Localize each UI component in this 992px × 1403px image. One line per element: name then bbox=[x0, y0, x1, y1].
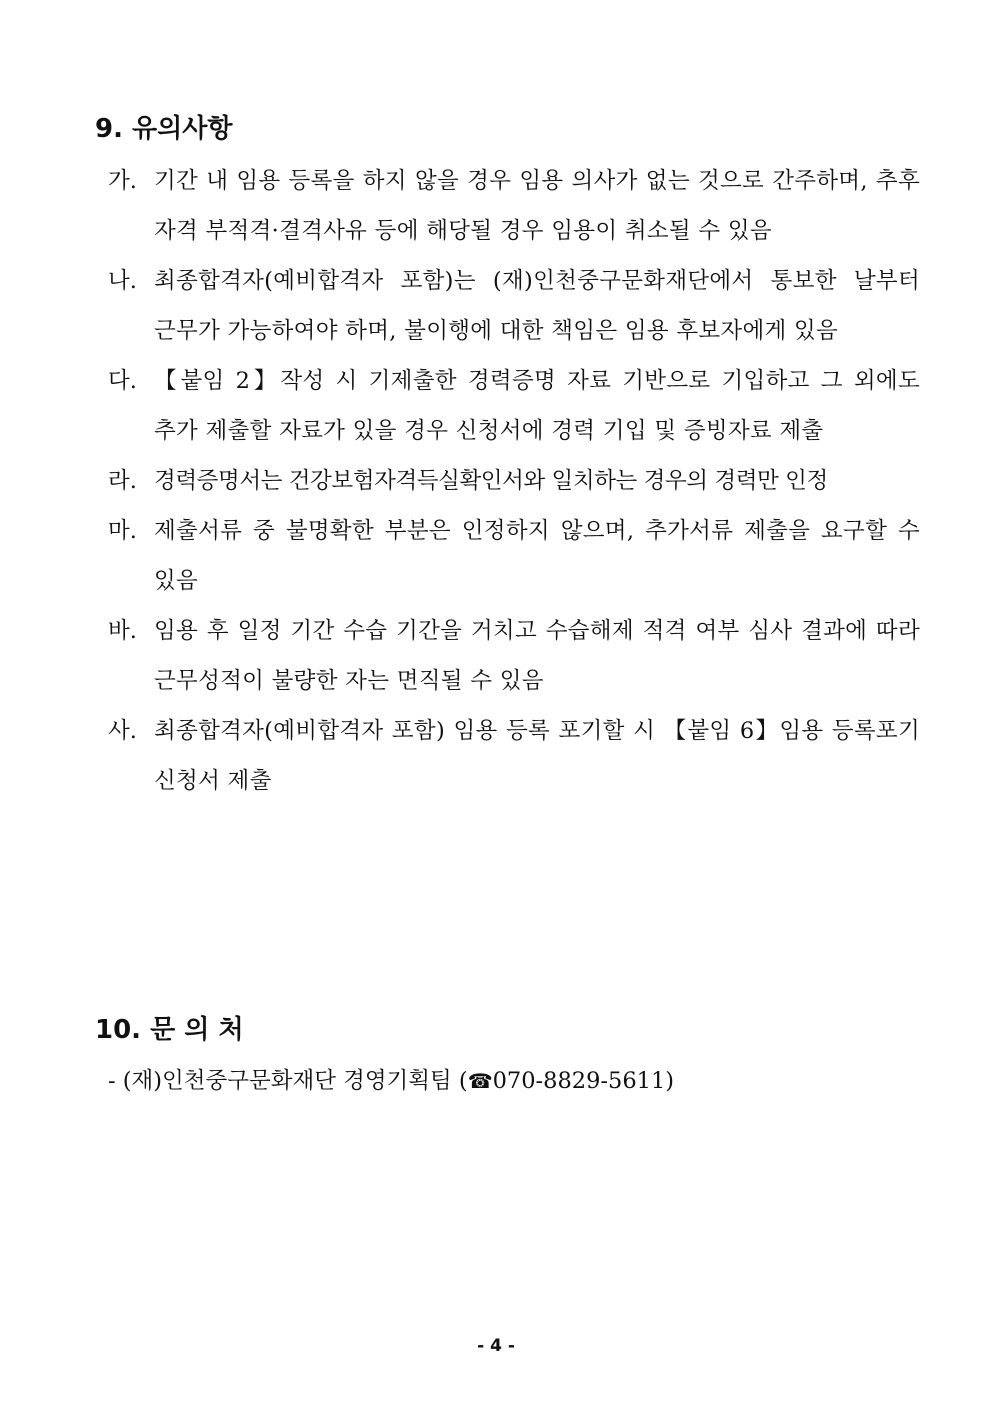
contact-close-paren: ) bbox=[665, 1068, 675, 1094]
contact-line bbox=[108, 1058, 674, 1104]
note-item bbox=[108, 256, 920, 356]
note-text: 최종합격자(예비합격자 포함)는 (재)인천중구문화재단에서 통보한 날부터 근무가 가능하여야 하며, 불이행에 대한 책임은 임용 후보자에게 있음 bbox=[154, 268, 920, 344]
note-item bbox=[108, 606, 920, 706]
note-marker: 다. bbox=[108, 368, 137, 394]
note-text: 경력증명서는 건강보험자격득실확인서와 일치하는 경우의 경력만 인정 bbox=[154, 468, 828, 494]
note-marker: 마. bbox=[108, 518, 137, 544]
contact-department: - (재)인천중구문화재단 경영기획팀 ( bbox=[108, 1068, 468, 1094]
section-9-heading: 9. 유의사항 bbox=[95, 114, 233, 144]
notes-list bbox=[108, 156, 920, 806]
note-item bbox=[108, 506, 920, 606]
note-text: 임용 후 일정 기간 수습 기간을 거치고 수습해제 적격 여부 심사 결과에 따라 근무성적이 불량한 자는 면직될 수 있음 bbox=[154, 618, 920, 694]
note-marker: 나. bbox=[108, 268, 137, 294]
telephone-icon: ☎ bbox=[467, 1069, 493, 1093]
note-marker: 라. bbox=[108, 468, 137, 494]
note-item bbox=[108, 356, 920, 456]
note-text: 【붙임 2】작성 시 기제출한 경력증명 자료 기반으로 기입하고 그 외에도 추가 제출할 자료가 있을 경우 신청서에 경력 기입 및 증빙자료 제출 bbox=[154, 368, 920, 444]
note-text: 제출서류 중 불명확한 부분은 인정하지 않으며, 추가서류 제출을 요구할 수 있음 bbox=[154, 518, 920, 594]
note-text: 최종합격자(예비합격자 포함) 임용 등록 포기할 시 【붙임 6】임용 등록포기 신청서 제출 bbox=[154, 718, 920, 794]
note-item bbox=[108, 456, 920, 506]
note-item bbox=[108, 706, 920, 806]
contact-phone-number: 070-8829-5611 bbox=[492, 1068, 666, 1094]
section-10-heading: 10. 문 의 처 bbox=[95, 1015, 244, 1045]
page-number: - 4 - bbox=[477, 1336, 515, 1356]
note-marker: 가. bbox=[108, 168, 137, 194]
note-marker: 바. bbox=[108, 618, 137, 644]
note-marker: 사. bbox=[108, 718, 137, 744]
note-item bbox=[108, 156, 920, 256]
note-text: 기간 내 임용 등록을 하지 않을 경우 임용 의사가 없는 것으로 간주하며, 추후 자격 부적격·결격사유 등에 해당될 경우 임용이 취소될 수 있음 bbox=[154, 168, 920, 244]
